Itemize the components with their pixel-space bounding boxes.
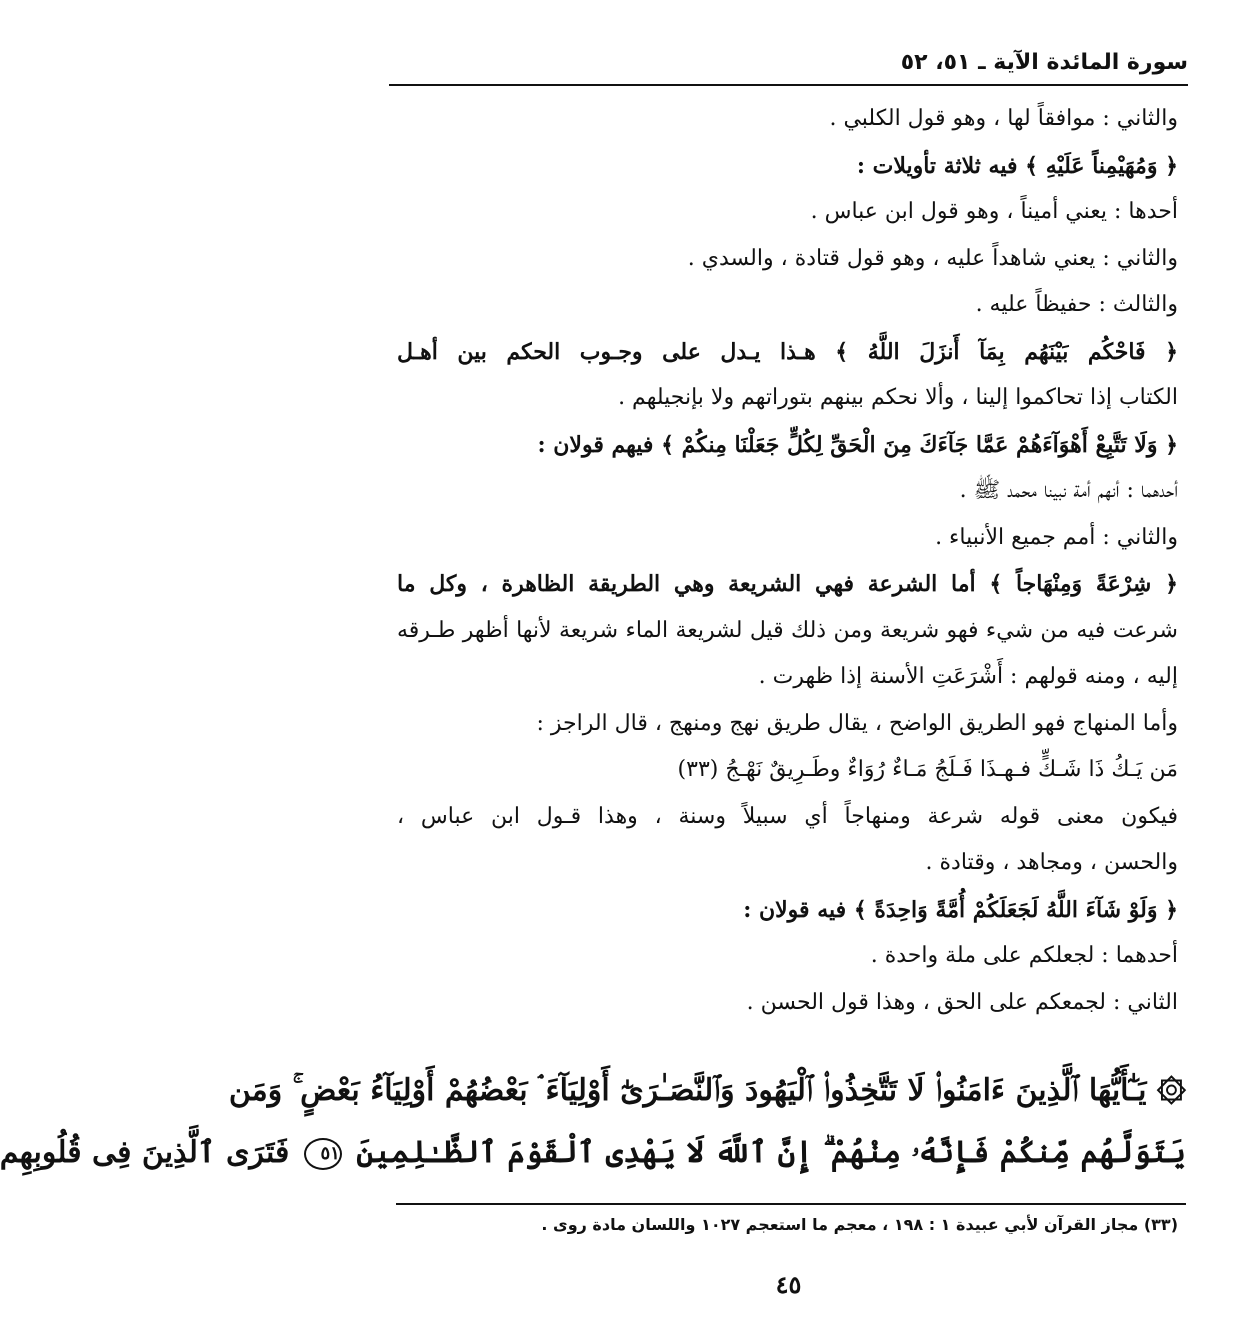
text-line: أحدها : يعني أميناً ، وهو قول ابن عباس . (810, 199, 1178, 224)
text-line: إليه ، ومنه قولهم : أَشْرَعَتِ الأسنة إذا ظهرت . (758, 664, 1178, 689)
verse-line: ۞ يَـٰٓأَيُّهَا ٱلَّذِينَ ءَامَنُوا۟ لَا تَتَّخِذُوا۟ ٱلْيَهُودَ وَٱلنَّصَـٰرَىٰٓ أَوْلِيَآءَ ۘ بَعْضُهُمْ أَوْلِيَآءُ بَعْضٍ ۚ وَمَن (228, 1073, 1186, 1108)
text-line: شرعت فيه من شيء فهو شريعة ومن ذلك قيل لشريعة الماء شريعة لأنها أظهر طـرقه (397, 617, 1178, 643)
text-line: أحدهما : أنهم أمة نبينا محمد ﷺ . (959, 478, 1178, 503)
text-line: والثاني : يعني شاهداً عليه ، وهو قول قتادة ، والسدي . (687, 245, 1178, 271)
text-line: والثالث : حفيظاً عليه . (975, 292, 1178, 317)
text-line: والثاني : أمم جميع الأنبياء . (935, 524, 1178, 550)
verse-number-marker: ٥١ (304, 1138, 342, 1170)
quran-quote-line: ﴿ فَاحْكُم بَيْنَهُم بِمَآ أَنزَلَ اللَّهُ ﴾ هـذا يـدل على وجـوب الحكم بين أهـل (397, 338, 1178, 365)
surah-verse-title: سورة المائدة الآية ـ ٥١، ٥٢ (900, 50, 1188, 75)
footnote-divider (396, 1203, 1186, 1205)
poetry-line: مَن يَـكُ ذَا شَـكٍّ فـهـذَا فَـلَجُ مَـاءٌ رُوَاءٌ وطَـرِيقٌ نَهْـجُ (٣٣) (677, 757, 1178, 782)
quran-verse-block (0, 1060, 1186, 1184)
text-line: والثاني : موافقاً لها ، وهو قول الكلبي . (829, 106, 1178, 131)
text-line: أحدهما : لجعلكم على ملة واحدة . (870, 943, 1178, 968)
text-line: والحسن ، ومجاهد ، وقتادة . (925, 850, 1178, 875)
quran-quote-line: ﴿ وَلَا تَتَّبِعْ أَهْوَآءَهُمْ عَمَّا جَآءَكَ مِنَ الْحَقِّ لِكُلٍّ جَعَلْنَا مِنكُمْ ﴾ فيهم قولان : (537, 431, 1178, 458)
page-number: ٤٥ (775, 1270, 802, 1299)
text-line: الثاني : لجمعكم على الحق ، وهذا قول الحسن . (746, 989, 1178, 1015)
quran-quote-line: ﴿ وَمُهَيْمِناً عَلَيْهِ ﴾ فيه ثلاثة تأويلات : (856, 152, 1178, 179)
commentary-body (397, 96, 1178, 1026)
text-line: الكتاب إذا تحاكموا إلينا ، وألا نحكم بينهم بتوراتهم ولا بإنجيلهم . (618, 385, 1178, 410)
verse-text: يَتَوَلَّهُم مِّنكُمْ فَإِنَّهُۥ مِنْهُمْ ۗ إِنَّ ٱللَّهَ لَا يَهْدِى ٱلْقَوْمَ ٱلظَّـٰلِمِينَ (356, 1135, 1186, 1170)
text-line: فيكون معنى قوله شرعة ومنهاجاً أي سبيلاً وسنة ، وهذا قـول ابن عباس ، (397, 803, 1178, 829)
running-header (389, 42, 1188, 82)
verse-text: فَتَرَى ٱلَّذِينَ فِى قُلُوبِهِم (0, 1135, 290, 1170)
verse-line (0, 1122, 1186, 1184)
quran-quote-line: ﴿ شِرْعَةً وَمِنْهَاجاً ﴾ أما الشرعة فهي الشريعة وهي الطريقة الظاهرة ، وكل ما (397, 571, 1178, 597)
text-line: وأما المنهاج فهو الطريق الواضح ، يقال طريق نهج ومنهج ، قال الراجز : (536, 710, 1178, 736)
quran-quote-line: ﴿ وَلَوْ شَآءَ اللَّهُ لَجَعَلَكُمْ أُمَّةً وَاحِدَةً ﴾ فيه قولان : (743, 896, 1178, 923)
header-divider (389, 84, 1188, 86)
footnote: (٣٣) مجاز القرآن لأبي عبيدة ١ : ١٩٨ ، معجم ما استعجم ١٠٢٧ واللسان مادة روى . (541, 1215, 1178, 1234)
